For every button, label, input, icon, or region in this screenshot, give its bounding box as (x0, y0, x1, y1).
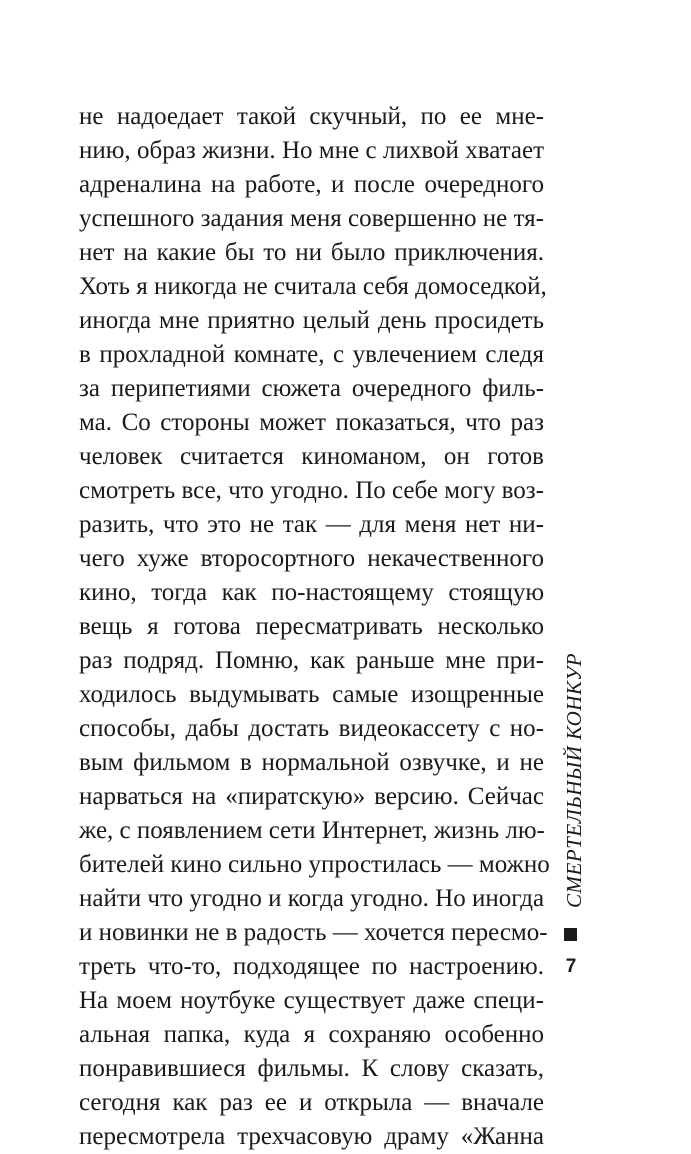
text-line: же, с появлением сети Интернет, жизнь лю- (79, 817, 545, 844)
text-line: и новинки не в радость — хочется пересмо- (79, 919, 548, 946)
text-line: альная папка, куда я сохраняю особенно (79, 1021, 544, 1048)
text-line: за перипетиями сюжета очередного филь- (79, 375, 544, 402)
text-line: успешного задания меня совершенно не тя- (79, 205, 544, 232)
page-number: 7 (565, 956, 577, 977)
text-line: нию, образ жизни. Но мне с лихвой хватает (79, 137, 544, 164)
text-line: в прохладной комнате, с увлечением следя (79, 341, 544, 368)
text-line: вым фильмом в нормальной озвучке, и не (79, 749, 544, 776)
text-line: иногда мне приятно целый день просидеть (79, 307, 544, 334)
text-line: сегодня как раз ее и открыла — вначале (79, 1089, 544, 1116)
text-line: нет на какие бы то ни было приключения. (79, 239, 544, 266)
body-text (79, 100, 550, 1154)
text-line: ма. Со стороны может показаться, что раз (79, 409, 544, 436)
text-line: не надоедает такой скучный, по ее мне- (79, 103, 544, 130)
text-line: найти что угодно и когда угодно. Но иногда (79, 885, 545, 912)
square-marker-icon (564, 928, 577, 941)
text-line: способы, дабы достать видеокассету с но- (79, 715, 544, 742)
text-line: разить, что это не так — для меня нет ни- (79, 511, 544, 538)
text-line: чего хуже второсортного некачественного (79, 545, 544, 572)
text-line: адреналина на работе, и после очередного (79, 171, 544, 198)
text-line: понравившиеся фильмы. К слову сказать, (79, 1055, 544, 1082)
text-line: раз подряд. Помню, как раньше мне при- (79, 647, 544, 674)
text-line: смотреть все, что угодно. По себе могу воз- (79, 477, 544, 504)
text-line: человек считается киноманом, он готов (79, 443, 544, 470)
running-title-text: СМЕРТЕЛЬНЫЙ КОНКУР (562, 652, 586, 908)
text-line: треть что-то, подходящее по настроению. (79, 953, 544, 980)
text-line: ходилось выдумывать самые изощренные (79, 681, 544, 708)
text-line: кино, тогда как по-настоящему стоящую (79, 579, 544, 606)
text-line: нарваться на «пиратскую» версию. Сейчас (79, 783, 544, 810)
text-line: вещь я готова пересматривать несколько (79, 613, 544, 640)
text-line: пересмотрела трехчасовую драму «Жанна (79, 1123, 544, 1150)
text-line: Хоть я никогда не считала себя домоседкой, (79, 273, 547, 300)
text-line: На моем ноутбуке существует даже специ- (79, 987, 544, 1014)
text-line: бителей кино сильно упростилась — можно (79, 851, 550, 878)
